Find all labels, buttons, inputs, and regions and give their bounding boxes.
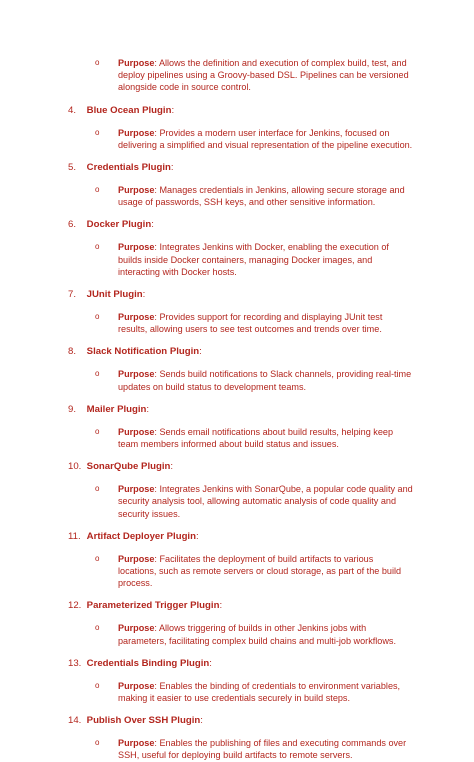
circle-bullet-icon: o [95,680,100,690]
plugin-purpose: o Purpose: Sends email notifications about build results, helping keep team members informed about build status and issues. [95,426,394,450]
plugin-heading: 7. JUnit Plugin: [68,289,146,301]
purpose-label: Purpose [118,553,155,564]
plugin-name: Parameterized Trigger Plugin [86,600,220,612]
circle-bullet-icon: o [95,484,100,494]
plugin-number: 7. [68,289,77,301]
plugin-purpose: o Purpose: Allows triggering of builds in other Jenkins jobs with parameters, facilitating complex build chains and multi-job workflows. [95,623,396,646]
plugin-number: 4. [68,104,77,116]
purpose-label: Purpose [118,58,155,68]
plugin-heading: 8. Slack Notification Plugin: [68,346,202,358]
plugin-name: JUnit Plugin [86,289,143,301]
purpose-label: Purpose [118,484,155,495]
plugin-number: 10. [68,461,82,473]
plugin-name: SonarQube Plugin [86,461,171,473]
circle-bullet-icon: o [95,242,100,252]
purpose-text: Sends build notifications to Slack channels, providing real-time updates on build status to development teams. [118,369,412,392]
purpose-label: Purpose [118,127,155,138]
purpose-label: Purpose [118,185,155,196]
plugin-number: 8. [68,346,77,358]
plugin-name: Docker Plugin [86,219,152,231]
purpose-text: Enables the binding of credentials to environment variables, making it easier to use credentials securely in build steps. [118,680,401,704]
purpose-label: Purpose [118,738,155,749]
plugin-purpose: o Purpose: Integrates Jenkins with Docker, enabling the execution of builds inside Docker containers, managing Docker images, and interacting with Docker hosts. [95,242,389,277]
plugin-heading: 6. Docker Plugin: [68,219,154,231]
purpose-label: Purpose [118,680,155,691]
plugin-name: Artifact Deployer Plugin [86,530,196,542]
purpose-text: Integrates Jenkins with Docker, enabling the execution of builds inside Docker containers, managing Docker images, and interacting with Docker hosts. [118,242,389,277]
purpose-label: Purpose [118,242,155,253]
circle-bullet-icon: o [95,553,100,563]
circle-bullet-icon: o [95,185,100,195]
plugin-heading: 10. SonarQube Plugin: [68,461,174,473]
plugin-name: Slack Notification Plugin [86,346,200,358]
plugin-name: Credentials Plugin [86,162,171,174]
plugin-list [68,105,414,762]
plugin-number: 13. [68,657,82,669]
plugin-purpose: o Purpose: Sends build notifications to Slack channels, providing real-time updates on build status to development teams. [95,369,412,392]
purpose-label: Purpose [118,623,155,634]
plugin-purpose: o Purpose: Enables the publishing of files and executing commands over SSH, useful for deploying build artifacts to remote servers. [95,738,407,761]
plugin-purpose: o Purpose: Provides a modern user interface for Jenkins, focused on delivering a simplified and visual representation of the pipeline execution. [95,127,413,150]
plugin-number: 12. [68,600,82,612]
plugin-number: 11. [68,530,81,542]
circle-bullet-icon: o [95,58,100,67]
purpose-text: Allows triggering of builds in other Jenkins jobs with parameters, facilitating complex build chains and multi-job workflows. [118,623,396,646]
plugin-heading: 12. Parameterized Trigger Plugin: [68,600,223,612]
purpose-label: Purpose [118,312,155,323]
plugin-number: 9. [68,403,77,415]
plugin-name: Publish Over SSH Plugin [86,715,201,727]
circle-bullet-icon: o [95,369,100,379]
circle-bullet-icon: o [95,738,100,748]
intro-purpose: o Purpose: Allows the definition and execution of complex build, test, and deploy pipelines using a Groovy-based DSL. Pipelines can be versioned alongside code in source control. [95,58,409,93]
plugin-purpose: o Purpose: Manages credentials in Jenkins, allowing secure storage and usage of passwords, SSH keys, and other sensitive information. [95,185,405,208]
plugin-name: Blue Ocean Plugin [86,104,172,116]
plugin-name: Mailer Plugin [86,403,147,415]
circle-bullet-icon: o [95,127,100,137]
plugin-purpose: o Purpose: Provides support for recording and displaying JUnit test results, allowing users to see test outcomes and trends over time. [95,312,383,335]
purpose-text: Provides a modern user interface for Jenkins, focused on delivering a simplified and visual representation of the pipeline execution. [118,127,413,150]
plugin-heading: 5. Credentials Plugin: [68,162,174,174]
circle-bullet-icon: o [95,312,100,322]
plugin-number: 6. [68,219,77,231]
circle-bullet-icon: o [95,426,100,436]
purpose-text: Enables the publishing of files and executing commands over SSH, useful for deploying build artifacts to remote servers. [118,738,407,761]
plugin-heading: 13. Credentials Binding Plugin: [68,657,212,669]
plugin-heading: 4. Blue Ocean Plugin: [68,104,175,116]
purpose-text: Provides support for recording and displaying JUnit test results, allowing users to see test outcomes and trends over time. [118,312,383,335]
plugin-name: Credentials Binding Plugin [86,657,210,669]
purpose-text: Facilitates the deployment of build artifacts to various locations, such as remote servers or cloud storage, as part of the build process. [118,553,402,589]
purpose-text: Manages credentials in Jenkins, allowing secure storage and usage of passwords, SSH keys, and other sensitive information. [118,185,405,208]
circle-bullet-icon: o [95,623,100,633]
plugin-number: 14. [68,715,82,727]
plugin-purpose: o Purpose: Integrates Jenkins with SonarQube, a popular code quality and security analysis tool, allowing automatic analysis of code quality and security issues. [95,484,413,519]
purpose-text: Sends email notifications about build results, helping keep team members informed about build status and issues. [118,426,394,450]
plugin-number: 5. [68,162,77,174]
plugin-purpose: o Purpose: Facilitates the deployment of build artifacts to various locations, such as remote servers or cloud storage, as part of the build process. [95,553,402,589]
purpose-label: Purpose [118,369,155,380]
purpose-label: Purpose [118,426,155,437]
plugin-purpose: o Purpose: Enables the binding of credentials to environment variables, making it easier to use credentials securely in build steps. [95,680,401,704]
plugin-heading: 14. Publish Over SSH Plugin: [68,715,203,727]
plugin-heading: 9. Mailer Plugin: [68,403,150,415]
plugin-heading: 11. Artifact Deployer Plugin: [68,530,199,542]
purpose-text: Allows the definition and execution of complex build, test, and deploy pipelines using a Groovy-based DSL. Pipelines can be versioned alongside code in source control. [118,58,409,93]
purpose-text: Integrates Jenkins with SonarQube, a popular code quality and security analysis tool, allowing automatic analysis of code quality and security issues. [118,484,413,519]
